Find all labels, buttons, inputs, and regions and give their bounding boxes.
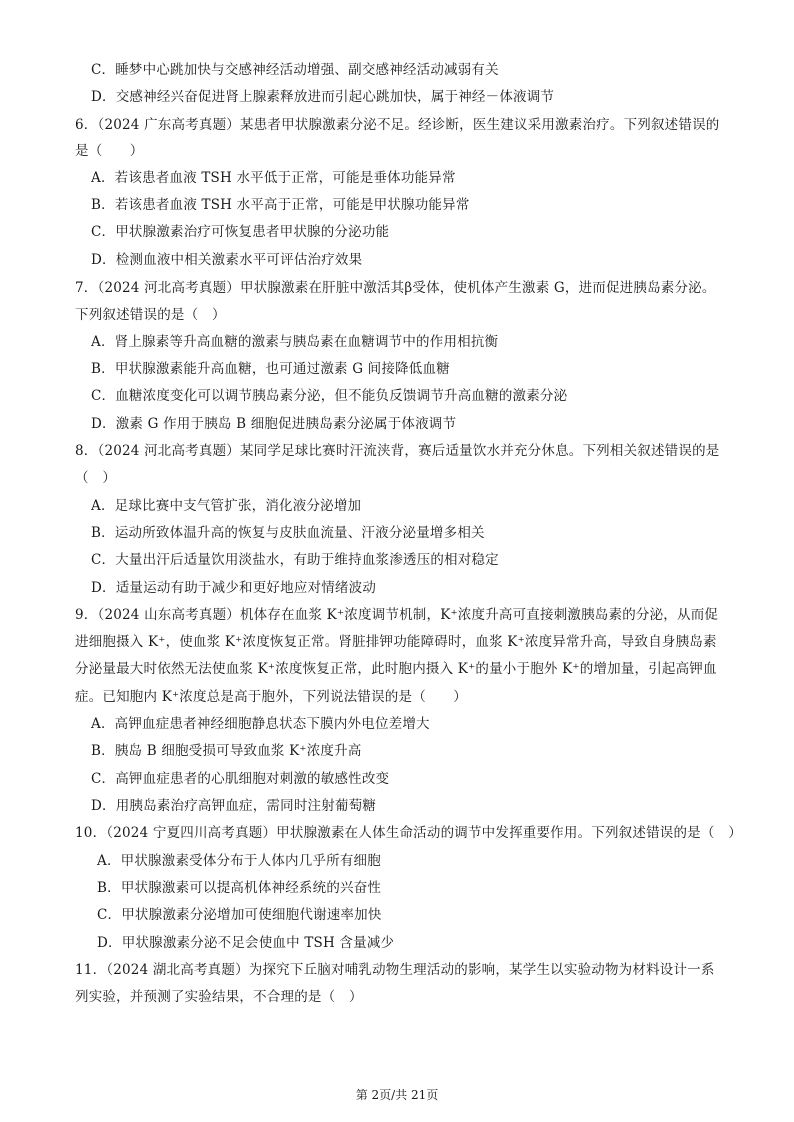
page-number-footer: 第 2页/共 21页 [355, 1088, 439, 1102]
question-9-stem-cont-1: 进细胞摄入 K⁺，使血浆 K⁺浓度恢复正常。肾脏排钾功能障碍时，血浆 K⁺浓度异常升高，导致自身胰岛素 [75, 634, 717, 650]
question-7-stem-cont: 下列叙述错误的是（ ） [75, 307, 226, 323]
question-8-stem: 8．（2024 河北高考真题）某同学足球比赛时汗流浃背，赛后适量饮水并充分休息。下列相关叙述错误的是 [75, 443, 720, 459]
option-6c: C．甲状腺激素治疗可恢复患者甲状腺的分泌功能 [91, 224, 390, 240]
option-6d: D．检测血液中相关激素水平可评估治疗效果 [91, 252, 363, 268]
option-10a: A．甲状腺激素受体分布于人体内几乎所有细胞 [97, 853, 381, 869]
question-7-stem: 7．（2024 河北高考真题）甲状腺激素在肝脏中激活其β受体，使机体产生激素 G，进而促进胰岛素分泌。 [75, 280, 716, 296]
option-8a: A．足球比赛中支气管扩张，消化液分泌增加 [91, 498, 362, 514]
option-10b: B．甲状腺激素可以提高机体神经系统的兴奋性 [97, 880, 382, 896]
option-8c: C．大量出汗后适量饮用淡盐水，有助于维持血浆渗透压的相对稳定 [91, 552, 499, 568]
option-7a: A．肾上腺素等升高血糖的激素与胰岛素在血糖调节中的作用相抗衡 [91, 334, 499, 350]
option-7d: D．激素 G 作用于胰岛 B 细胞促进胰岛素分泌属于体液调节 [91, 416, 457, 432]
option-8b: B．运动所致体温升高的恢复与皮肤血流量、汗液分泌量增多相关 [91, 525, 485, 541]
option-10c: C．甲状腺激素分泌增加可使细胞代谢速率加快 [97, 907, 382, 923]
option-10d: D．甲状腺激素分泌不足会使血中 TSH 含量减少 [97, 935, 395, 951]
question-9-stem: 9．（2024 山东高考真题）机体存在血浆 K⁺浓度调节机制，K⁺浓度升高可直接刺激胰岛素的分泌，从而促 [75, 607, 719, 623]
question-9-stem-cont-3: 症。已知胞内 K⁺浓度总是高于胞外，下列说法错误的是（ ） [75, 689, 468, 705]
question-6-stem-cont: 是（ ） [75, 143, 144, 159]
option-5c: C．睡梦中心跳加快与交感神经活动增强、副交感神经活动减弱有关 [91, 62, 499, 78]
option-9b: B．胰岛 B 细胞受损可导致血浆 K⁺浓度升高 [91, 743, 362, 759]
option-7c: C．血糖浓度变化可以调节胰岛素分泌，但不能负反馈调节升高血糖的激素分泌 [91, 388, 568, 404]
option-6a: A．若该患者血液 TSH 水平低于正常，可能是垂体功能异常 [91, 170, 456, 186]
question-6-stem: 6．（2024 广东高考真题）某患者甲状腺激素分泌不足。经诊断，医生建议采用激素治疗。下列叙述错误的 [75, 117, 720, 133]
option-9d: D．用胰岛素治疗高钾血症，需同时注射葡萄糖 [91, 798, 377, 814]
option-8d: D．适量运动有助于减少和更好地应对情绪波动 [91, 580, 377, 596]
question-11-stem: 11．（2024 湖北高考真题）为探究下丘脑对哺乳动物生理活动的影响，某学生以实验动物为材料设计一系 [75, 962, 715, 978]
option-7b: B．甲状腺激素能升高血糖，也可通过激素 G 间接降低血糖 [91, 361, 450, 377]
option-5d: D．交感神经兴奋促进肾上腺素释放进而引起心跳加快，属于神经－体液调节 [91, 89, 555, 105]
option-6b: B．若该患者血液 TSH 水平高于正常，可能是甲状腺功能异常 [91, 197, 470, 213]
option-9c: C．高钾血症患者的心肌细胞对刺激的敏感性改变 [91, 771, 390, 787]
question-11-stem-cont: 列实验，并预测了实验结果，不合理的是（ ） [75, 989, 363, 1005]
question-9-stem-cont-2: 分泌量最大时依然无法使血浆 K⁺浓度恢复正常，此时胞内摄入 K⁺的量小于胞外 K⁺的增加量，引起高钾血 [75, 661, 717, 677]
option-9a: A．高钾血症患者神经细胞静息状态下膜内外电位差增大 [91, 716, 430, 732]
question-10-stem: 10．（2024 宁夏四川高考真题）甲状腺激素在人体生命活动的调节中发挥重要作用。下列叙述错误的是（ ） [75, 825, 742, 841]
question-8-stem-cont: （ ） [75, 470, 117, 486]
